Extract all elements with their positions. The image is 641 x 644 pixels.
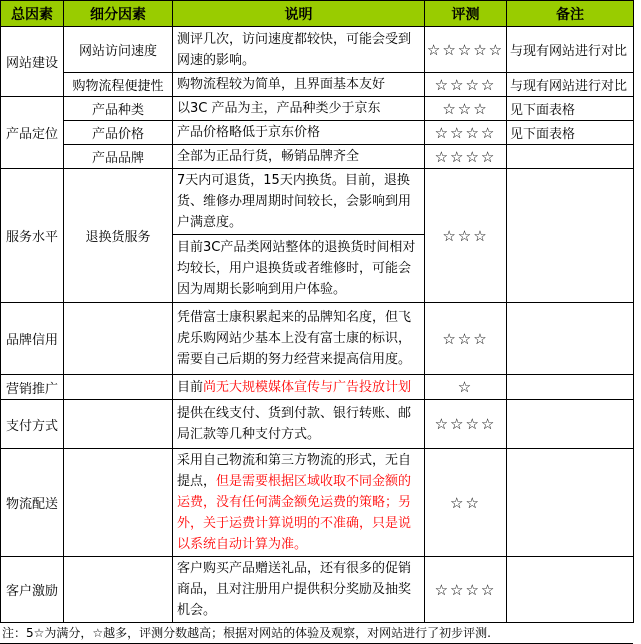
header-row xyxy=(1,1,634,27)
subfactor-cell xyxy=(64,557,173,623)
description-cell xyxy=(173,375,425,400)
group-cell-payment-method: 支付方式 xyxy=(1,400,64,449)
table-row xyxy=(1,169,634,235)
description-alert-text: 尚无大规模媒体宣传与广告投放计划 xyxy=(203,379,412,395)
group-cell-logistics-delivery: 物流配送 xyxy=(1,449,64,557)
rating-cell: ☆☆☆☆ xyxy=(425,73,507,97)
column-header-rating: 评测 xyxy=(425,1,507,27)
group-cell-customer-incentive: 客户激励 xyxy=(1,557,64,623)
subfactor-cell: 产品价格 xyxy=(64,121,173,145)
rating-cell: ☆☆☆☆ xyxy=(425,121,507,145)
column-header-description: 说明 xyxy=(173,1,425,27)
remark-cell xyxy=(507,400,634,449)
rating-cell: ☆☆☆ xyxy=(425,97,507,121)
subfactor-cell xyxy=(64,303,173,375)
description-cell: 凭借富士康积累起来的品牌知名度，但飞虎乐购网站少基本上没有富士康的标识，需要自己后期的努力经营来提高信用度。 xyxy=(173,303,425,375)
table-row xyxy=(1,303,634,375)
remark-cell xyxy=(507,145,634,169)
subfactor-cell xyxy=(64,449,173,557)
description-text: 采用自己物流和第三方物流的形式，无自提点， xyxy=(177,453,412,489)
table-row xyxy=(1,121,634,145)
group-cell-product-positioning: 产品定位 xyxy=(1,97,64,169)
subfactor-cell xyxy=(64,375,173,400)
rating-cell: ☆☆☆ xyxy=(425,303,507,375)
subfactor-cell: 购物流程便捷性 xyxy=(64,73,173,97)
remark-cell xyxy=(507,557,634,623)
description-alert-text: 但是需要根据区域收取不同金额的运费，没有任何满金额免运费的策略；另外，关于运费计算说明的不准确，只是说以系统自动计算为准。 xyxy=(177,474,412,552)
rating-cell: ☆ xyxy=(425,375,507,400)
table-row xyxy=(1,73,634,97)
description-cell: 目前3C产品类网站整体的退换货时间相对均较长，用户退换货或者维修时，可能会因为周期长影响到用户体验。 xyxy=(173,235,425,303)
column-header-remark: 备注 xyxy=(507,1,634,27)
table-row xyxy=(1,375,634,400)
remark-cell: 与现有网站进行对比 xyxy=(507,27,634,73)
rating-cell: ☆☆☆☆ xyxy=(425,145,507,169)
remark-cell xyxy=(507,375,634,400)
description-cell: 全部为正品行货，畅销品牌齐全 xyxy=(173,145,425,169)
remark-cell xyxy=(507,169,634,303)
table-row xyxy=(1,97,634,121)
description-cell: 测评几次，访问速度都较快，可能会受到网速的影响。 xyxy=(173,27,425,73)
column-header-sub-factor: 细分因素 xyxy=(64,1,173,27)
rating-cell: ☆☆☆☆ xyxy=(425,400,507,449)
table-row xyxy=(1,449,634,557)
subfactor-cell: 网站访问速度 xyxy=(64,27,173,73)
rating-cell: ☆☆☆☆ xyxy=(425,557,507,623)
description-cell: 以3C 产品为主，产品种类少于京东 xyxy=(173,97,425,121)
rating-cell: ☆☆☆ xyxy=(425,169,507,303)
group-cell-service-level: 服务水平 xyxy=(1,169,64,303)
description-cell: 客户购买产品赠送礼品，还有很多的促销商品，且对注册用户提供积分奖励及抽奖机会。 xyxy=(173,557,425,623)
footnote: 注：5☆为满分，☆越多，评测分数越高；根据对网站的体验及观察，对网站进行了初步评测. xyxy=(0,623,633,644)
description-cell: 提供在线支付、货到付款、银行转账、邮局汇款等几种支付方式。 xyxy=(173,400,425,449)
rating-cell: ☆☆ xyxy=(425,449,507,557)
description-text: 目前 xyxy=(177,379,204,395)
subfactor-cell xyxy=(64,400,173,449)
subfactor-cell: 产品品牌 xyxy=(64,145,173,169)
remark-cell: 见下面表格 xyxy=(507,121,634,145)
description-cell: 产品价格略低于京东价格 xyxy=(173,121,425,145)
subfactor-cell: 产品种类 xyxy=(64,97,173,121)
group-cell-marketing-promotion: 营销推广 xyxy=(1,375,64,400)
remark-cell xyxy=(507,449,634,557)
table-row xyxy=(1,557,634,623)
group-cell-website-construction: 网站建设 xyxy=(1,27,64,97)
table-row xyxy=(1,400,634,449)
description-cell xyxy=(173,449,425,557)
column-header-total-factor: 总因素 xyxy=(1,1,64,27)
remark-cell xyxy=(507,303,634,375)
subfactor-cell: 退换货服务 xyxy=(64,169,173,303)
group-cell-brand-credit: 品牌信用 xyxy=(1,303,64,375)
description-cell: 7天内可退货，15天内换货。目前，退换货、维修办理周期时间较长，会影响到用户满意度。 xyxy=(173,169,425,235)
table-row xyxy=(1,27,634,73)
description-cell: 购物流程较为简单，且界面基本友好 xyxy=(173,73,425,97)
rating-cell: ☆☆☆☆☆ xyxy=(425,27,507,73)
remark-cell: 与现有网站进行对比 xyxy=(507,73,634,97)
remark-cell: 见下面表格 xyxy=(507,97,634,121)
table-row xyxy=(1,145,634,169)
